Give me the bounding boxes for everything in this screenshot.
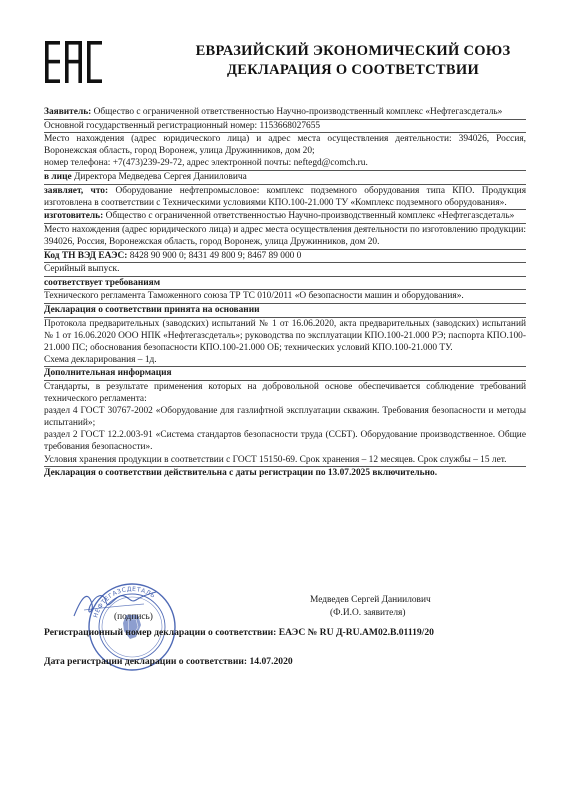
validity-block [44, 467, 526, 480]
additional-item-2: раздел 2 ГОСТ 12.2.003-91 «Система стандартов безопасности труда (ССБТ). Оборудование производственное. Общие требования безопасности». [44, 430, 526, 453]
additional-storage: Условия хранения продукции в соответствии с ГОСТ 15150-69. Срок хранения – 12 месяцев. Срок службы – 15 лет. [44, 454, 507, 465]
eac-logo [44, 40, 104, 84]
manufacturer-name-block [44, 210, 526, 224]
requirements-text: Технического регламента Таможенного союза ТР ТС 010/2011 «О безопасности машин и оборудования». [44, 291, 464, 302]
tn-ved-label: Код ТН ВЭД ЕАЭС: [44, 250, 128, 261]
applicant-address: Место нахождения (адрес юридического лица) и адрес места осуществления деятельности: 394026, Россия, Воронежская область, город Воронеж, улица Дружинников, дом 20; [44, 134, 526, 157]
additional-text-block [44, 381, 526, 467]
validity-text: Декларация о соответствии действительна с даты регистрации по 13.07.2025 включительно. [44, 468, 438, 479]
manufacturer-address: Место нахождения (адрес юридического лица) и адрес места осуществления деятельности по изготовлению продукции: 394026, Россия, Воронежская область, город Воронеж, улица Дружинников, дом 20. [44, 224, 526, 247]
additional-item-1: раздел 4 ГОСТ 30767-2002 «Оборудование для газлифтной эксплуатации скважин. Требования безопасности и методы испытаний»; [44, 406, 526, 429]
basis-heading: Декларация о соответствии принята на основании [44, 304, 260, 315]
serial-block [44, 263, 526, 277]
declares-text: Оборудование нефтепромысловое: комплекс подземного оборудования типа КПО. Продукция изготовлена в соответствии с Техническими условиями КПО.100-21.000 ТУ «Комплекс подземного оборудования». [44, 185, 527, 208]
tn-ved-value: 8428 90 900 0; 8431 49 800 9; 8467 89 000 0 [129, 250, 302, 261]
basis-scheme: Схема декларирования – 1д. [44, 354, 157, 365]
registration-date: Дата регистрации декларации о соответствии: 14.07.2020 [44, 656, 293, 667]
applicant-ogrn-block [44, 120, 526, 134]
basis-text: Протокола предварительных (заводских) испытаний № 1 от 16.06.2020, акта предварительных (заводских) испытаний № 1 от 16.06.2020 ООО НПК «Нефтегазсдеталь»; руководства по эксплуатации КПО.100-21.000 РЭ; паспорта КПО.100-21.000 ПС; обоснования безопасности КПО.100-21.000 ОБ; технических условий КПО.100-21.000 ТУ. [44, 318, 526, 353]
basis-heading-block [44, 304, 526, 318]
document-titles [172, 42, 534, 80]
signer-caption: (Ф.И.О. заявителя) [330, 608, 406, 618]
requirements-heading-block [44, 277, 526, 291]
additional-heading-block [44, 367, 526, 381]
applicant-label: Заявитель: [44, 107, 92, 117]
signer-name: Медведев Сергей Даниилович [310, 595, 431, 605]
person-name: Директора Медведева Сергея Данииловича [73, 171, 247, 182]
document-header [44, 38, 534, 86]
applicant-address-block [44, 133, 526, 171]
additional-heading: Дополнительная информация [44, 368, 172, 379]
stamp-text: НЕФТЕГАЗСДЕТАЛЬ [92, 585, 157, 619]
manufacturer-name: Общество с ограниченной ответственностью Научно-производственный комплекс «Нефтегазсдеталь» [105, 211, 515, 222]
person-label: в лице [44, 171, 72, 182]
applicant-contacts: номер телефона: +7(473)239-29-72, адрес электронной почты: neftegd@comch.ru. [44, 158, 368, 169]
declares-block [44, 185, 526, 211]
manufacturer-address-block [44, 224, 526, 250]
requirements-heading: соответствует требованиям [44, 277, 161, 288]
declaration-title: ДЕКЛАРАЦИЯ О СООТВЕТСТВИИ [226, 62, 480, 78]
tn-ved-block [44, 250, 526, 264]
applicant-name: Общество с ограниченной ответственностью Научно-производственный комплекс «Нефтегазсдеталь» [93, 107, 503, 117]
additional-intro: Стандарты, в результате применения которых на добровольной основе обеспечивается соблюдение требований технического регламента: [44, 381, 526, 405]
manufacturer-label: изготовитель: [44, 211, 104, 222]
declaration-body [44, 106, 526, 480]
registration-number: Регистрационный номер декларации о соответствии: ЕАЭС № RU Д-RU.АМ02.В.01119/20 [44, 627, 434, 638]
union-title: ЕВРАЗИЙСКИЙ ЭКОНОМИЧЕСКИЙ СОЮЗ [195, 43, 511, 59]
declares-label: заявляет, что: [44, 185, 109, 196]
basis-text-block [44, 318, 526, 368]
applicant-name-block [44, 106, 526, 120]
requirements-text-block [44, 290, 526, 304]
signature-caption: (подпись) [114, 612, 153, 622]
applicant-ogrn: Основной государственный регистрационный номер: 1153668027655 [44, 120, 321, 131]
applicant-person-block [44, 171, 526, 185]
serial-text: Серийный выпуск. [44, 264, 120, 275]
